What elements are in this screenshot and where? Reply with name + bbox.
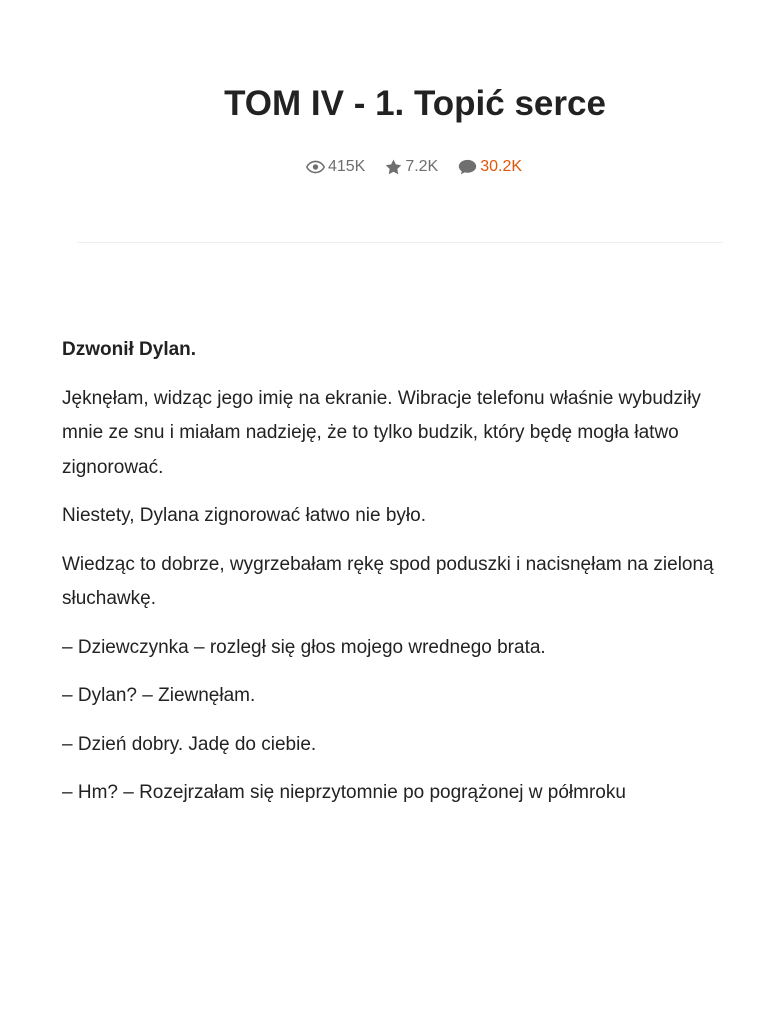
- story-paragraph: – Hm? – Rozejrzałam się nieprzytomnie po pogrążonej w półmroku: [62, 782, 626, 803]
- comments-count: 30.2K: [480, 158, 523, 175]
- story-paragraph: Jęknęłam, widząc jego imię na ekranie. Wibracje telefonu właśnie wybudziły mnie ze snu i miałam nadzieję, że to tylko budzik, który będę mogła łatwo zignorować.: [62, 387, 701, 478]
- story-paragraph: Niestety, Dylana zignorować łatwo nie było.: [62, 505, 426, 526]
- chapter-stats: [0, 156, 768, 178]
- reads-stat: [306, 156, 365, 178]
- story-paragraph: – Dylan? – Ziewnęłam.: [62, 685, 256, 706]
- story-paragraph: – Dzień dobry. Jadę do ciebie.: [62, 733, 317, 755]
- reads-count: 415K: [327, 158, 366, 175]
- star-icon: [385, 159, 402, 175]
- story-paragraph: – Dziewczynka – rozległ się głos mojego wrednego brata.: [62, 636, 546, 658]
- votes-stat[interactable]: [385, 156, 438, 178]
- votes-count: 7.2K: [405, 158, 439, 175]
- story-paragraph: Dzwonił Dylan.: [62, 339, 197, 360]
- comments-stat[interactable]: [458, 156, 522, 178]
- story-paragraph: Wiedząc to dobrze, wygrzebałam rękę spod poduszki i nacisnęłam na zieloną słuchawkę.: [62, 553, 714, 609]
- eye-icon: [306, 160, 325, 174]
- chapter-header: [0, 0, 768, 244]
- comment-icon: [458, 159, 477, 175]
- header-divider: [77, 242, 723, 243]
- story-text: [62, 333, 732, 825]
- chapter-title: TOM IV - 1. Topić serce: [224, 84, 606, 123]
